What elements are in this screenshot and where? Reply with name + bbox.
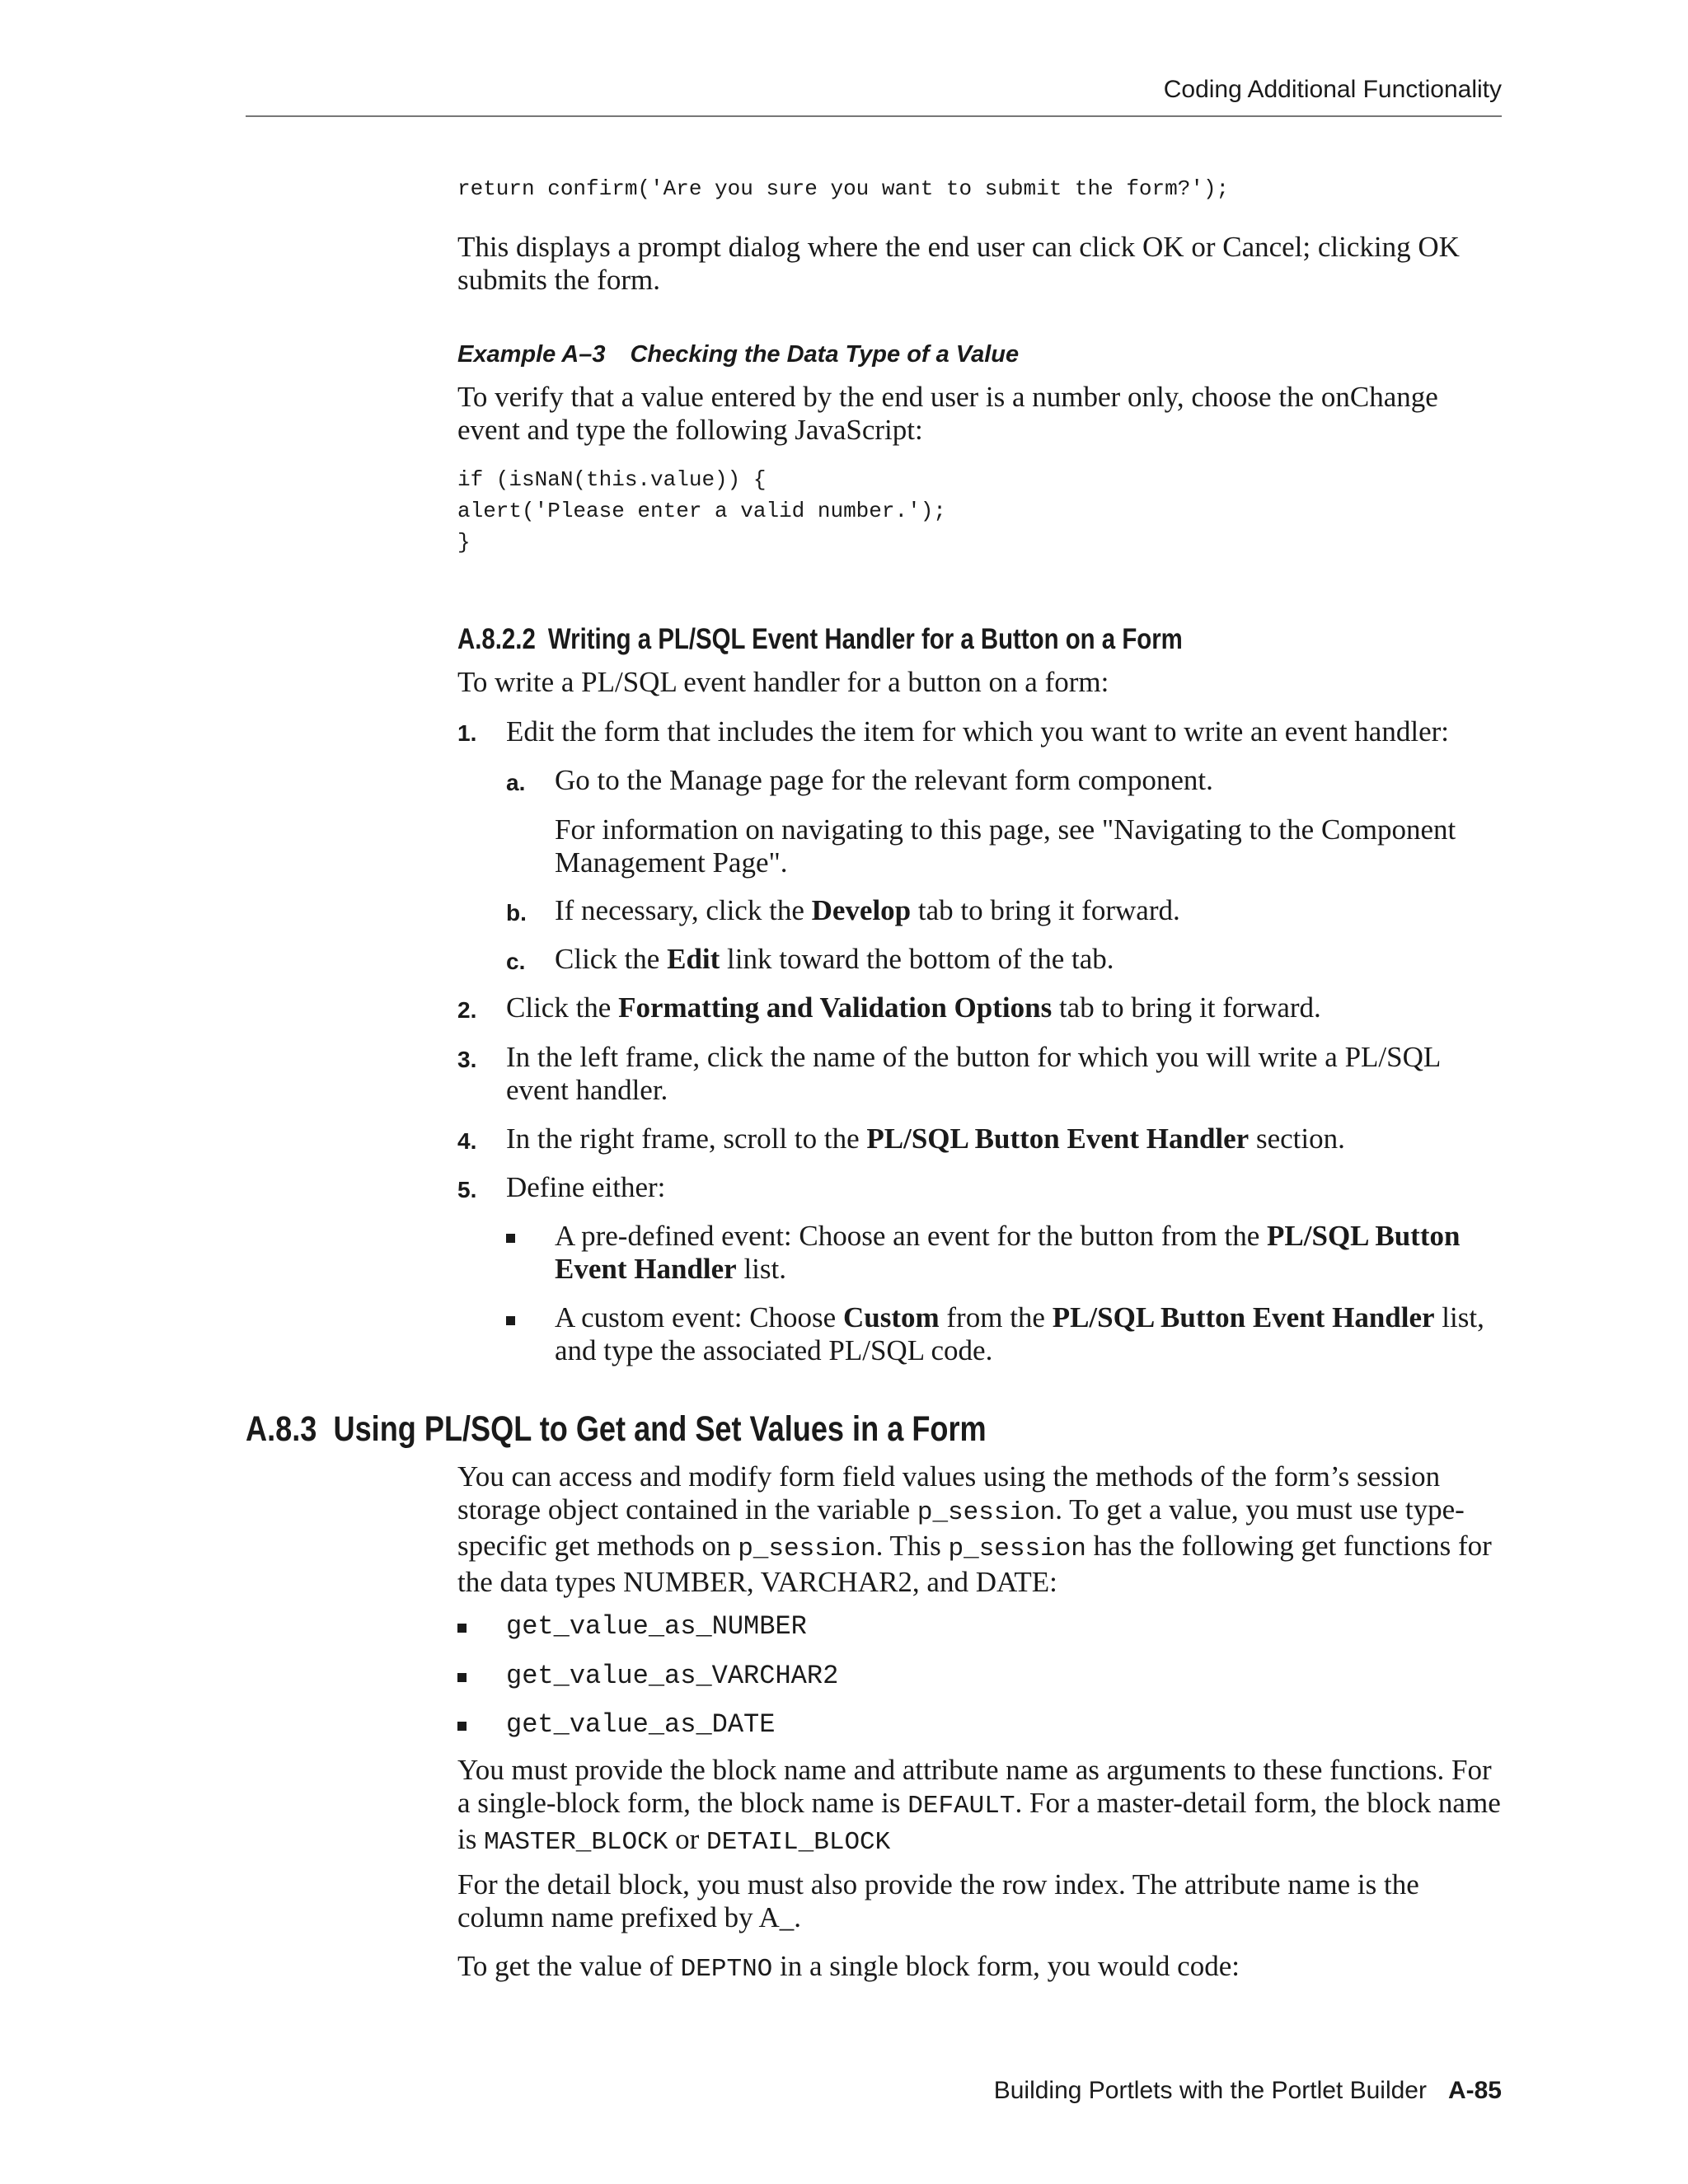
bullet-marker [457, 1722, 467, 1731]
ui-term-plsql-handler: PL/SQL Button Event Handler [555, 1220, 1461, 1285]
step-number: 2. [457, 997, 477, 1023]
substep-letter: c. [506, 949, 526, 974]
section-heading-a822 [457, 623, 1183, 656]
code-term: DEFAULT [907, 1792, 1015, 1821]
substep-a-note: For information on navigating to this page, see "Navigating to the Component Management Page". [555, 813, 1456, 879]
page-number: A-85 [1447, 2077, 1502, 2104]
ui-term-custom: Custom [842, 1301, 940, 1333]
para-get-deptno: To get the value of DEPTNO in a single block form, you would code: [457, 1950, 1240, 1984]
section-number: A.8.2.2 [457, 623, 536, 655]
ui-term-develop: Develop [811, 894, 912, 926]
function-name: get_value_as_VARCHAR2 [506, 1661, 839, 1691]
para-session-storage: You can access and modify form field values using the methods of the form’s session storage object contained in the variable p_session. To get a value, you must use type-specific get methods on p_session. This p_session has the following get functions for the data types NUMBER, VARCHAR2, and DATE: [457, 1460, 1492, 1598]
code-line: alert('Please enter a valid number.'); [457, 499, 946, 523]
bullet-custom-event: A custom event: Choose Custom from the PL/SQL Button Event Handler list, and type the associated PL/SQL code. [555, 1301, 1484, 1366]
step-number: 5. [457, 1177, 477, 1202]
section-heading-a83 [246, 1409, 987, 1450]
ui-term-plsql-handler: PL/SQL Button Event Handler [866, 1122, 1250, 1155]
bullet-marker [457, 1624, 467, 1633]
para-prompt-dialog: This displays a prompt dialog where the end user can click OK or Cancel; clicking OK submits the form. [457, 231, 1460, 296]
example-title: Checking the Data Type of a Value [630, 341, 1020, 368]
substep-letter: b. [506, 900, 527, 926]
section-intro: To write a PL/SQL event handler for a button on a form: [457, 666, 1109, 698]
example-label: Example A–3 [457, 341, 606, 368]
step-2-text: Click the Formatting and Validation Options tab to bring it forward. [506, 991, 1321, 1024]
section-title: Using PL/SQL to Get and Set Values in a Form [333, 1409, 987, 1449]
step-number: 1. [457, 720, 477, 746]
code-term: p_session [738, 1535, 876, 1563]
substep-b-text: If necessary, click the Develop tab to bring it forward. [555, 894, 1180, 926]
code-term: p_session [917, 1498, 1056, 1527]
code-term: p_session [948, 1535, 1086, 1563]
code-term: DETAIL_BLOCK [706, 1828, 891, 1857]
para-block-name: You must provide the block name and attribute name as arguments to these functions. For a single-block form, the block name is DEFAULT. For a master-detail form, the block name is MASTER_BLOCK or DETAIL_BLOCK [457, 1754, 1501, 1857]
substep-c-text: Click the Edit link toward the bottom of the tab. [555, 943, 1114, 975]
code-confirm: return confirm('Are you sure you want to submit the form?'); [457, 176, 1230, 201]
bullet-marker [457, 1673, 467, 1682]
step-4-text: In the right frame, scroll to the PL/SQL Button Event Handler section. [506, 1122, 1345, 1155]
step-number: 4. [457, 1128, 477, 1154]
para-detail-block: For the detail block, you must also provide the row index. The attribute name is the column name prefixed by A_. [457, 1868, 1419, 1933]
code-line: } [457, 530, 471, 555]
step-5-text: Define either: [506, 1171, 666, 1203]
step-number: 3. [457, 1047, 477, 1072]
code-term: DEPTNO [680, 1955, 773, 1984]
ui-term-plsql-handler: PL/SQL Button Event Handler [1052, 1301, 1435, 1333]
header-title: Coding Additional Functionality [1163, 76, 1502, 103]
running-header [246, 74, 1502, 117]
example-intro: To verify that a value entered by the end user is a number only, choose the onChange event and type the following JavaScript: [457, 381, 1438, 446]
substep-a-text: Go to the Manage page for the relevant form component. [555, 764, 1213, 796]
function-name: get_value_as_NUMBER [506, 1611, 807, 1642]
example-caption [457, 341, 1019, 368]
section-title: Writing a PL/SQL Event Handler for a Button on a Form [547, 623, 1183, 655]
step-1-text: Edit the form that includes the item for which you want to write an event handler: [506, 715, 1449, 748]
function-name: get_value_as_DATE [506, 1709, 776, 1740]
step-3-text: In the left frame, click the name of the button for which you will write a PL/SQL event handler. [506, 1041, 1440, 1106]
bullet-marker [506, 1316, 515, 1325]
page-footer [994, 2077, 1502, 2105]
bullet-marker [506, 1234, 515, 1243]
bullet-predefined-event: A pre-defined event: Choose an event for the button from the PL/SQL Button Event Handler list. [555, 1220, 1461, 1285]
code-block-isnan [457, 464, 946, 558]
ui-term-formatting: Formatting and Validation Options [618, 991, 1053, 1024]
substep-letter: a. [506, 770, 526, 795]
code-line: if (isNaN(this.value)) { [457, 467, 767, 492]
section-number: A.8.3 [246, 1409, 317, 1449]
ui-term-edit: Edit [667, 943, 720, 975]
code-term: MASTER_BLOCK [484, 1828, 668, 1857]
footer-title: Building Portlets with the Portlet Builder [993, 2077, 1427, 2104]
